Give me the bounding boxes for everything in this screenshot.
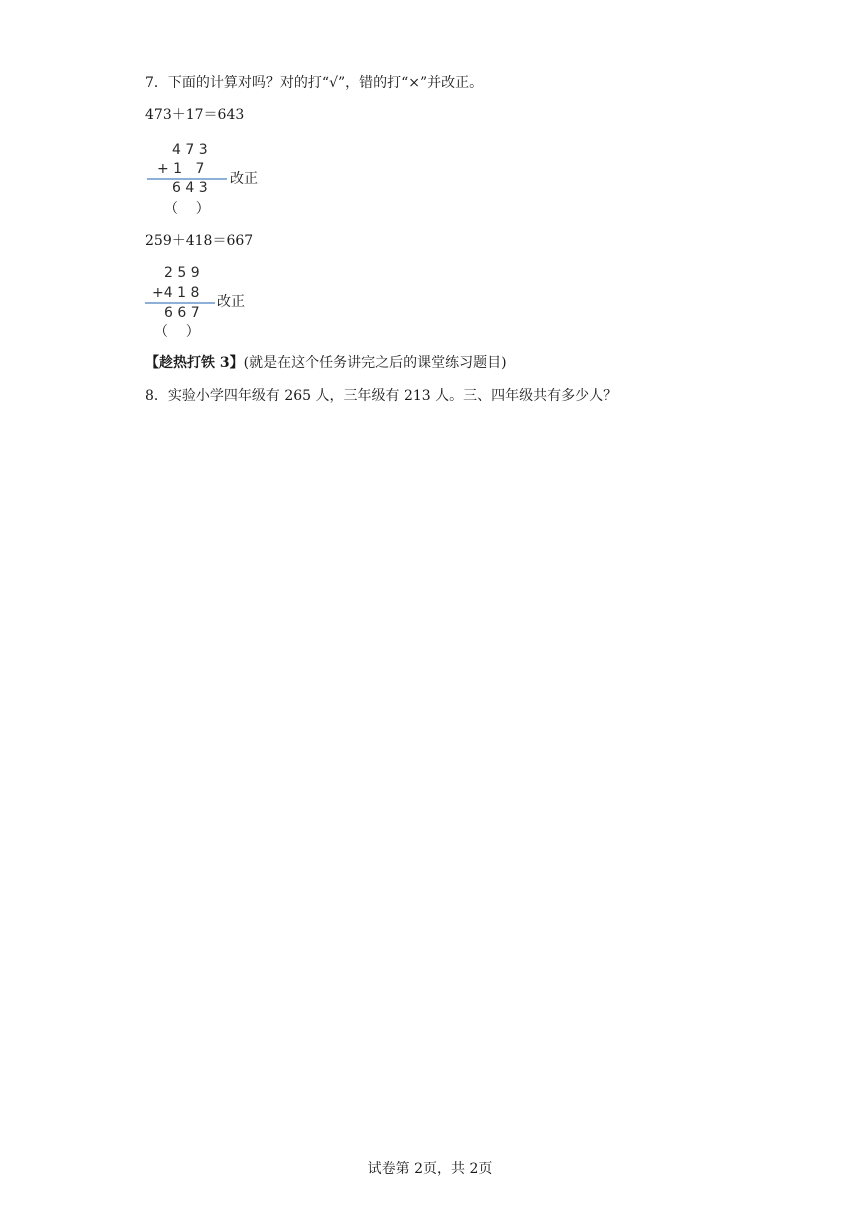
- vertical-calc-1-result: 6 4 3: [172, 180, 208, 196]
- question-8-prompt: 8．实验小学四年级有 265 人，三年级有 213 人。三、四年级共有多少人？: [145, 388, 618, 404]
- vertical-calc-2-addend: +4 1 8: [152, 285, 200, 301]
- vertical-calc-1-top: 4 7 3: [172, 142, 208, 158]
- vertical-calc-1-addend: + 1 7: [157, 161, 205, 177]
- page-footer: 试卷第 2页，共 2页: [367, 1161, 493, 1177]
- answer-paren-2[interactable]: （ ）: [154, 324, 200, 340]
- fix-label-1: 改正: [230, 171, 258, 187]
- fix-label-2: 改正: [217, 294, 245, 310]
- vertical-calc-2-top: 2 5 9: [164, 265, 200, 281]
- practice-tip: [145, 354, 507, 372]
- vertical-calc-2-rule: [145, 302, 215, 304]
- vertical-calc-2-result: 6 6 7: [164, 305, 200, 321]
- equation-2: 259＋418＝667: [145, 233, 254, 249]
- practice-tip-note: (就是在这个任务讲完之后的课堂练习题目): [243, 355, 507, 371]
- answer-paren-1[interactable]: （ ）: [164, 201, 210, 217]
- equation-1: 473＋17＝643: [145, 107, 245, 123]
- question-7-prompt: 7．下面的计算对吗？对的打“√”，错的打“×”并改正。: [145, 75, 484, 91]
- practice-tip-title: 【趁热打铁 3】: [145, 355, 244, 371]
